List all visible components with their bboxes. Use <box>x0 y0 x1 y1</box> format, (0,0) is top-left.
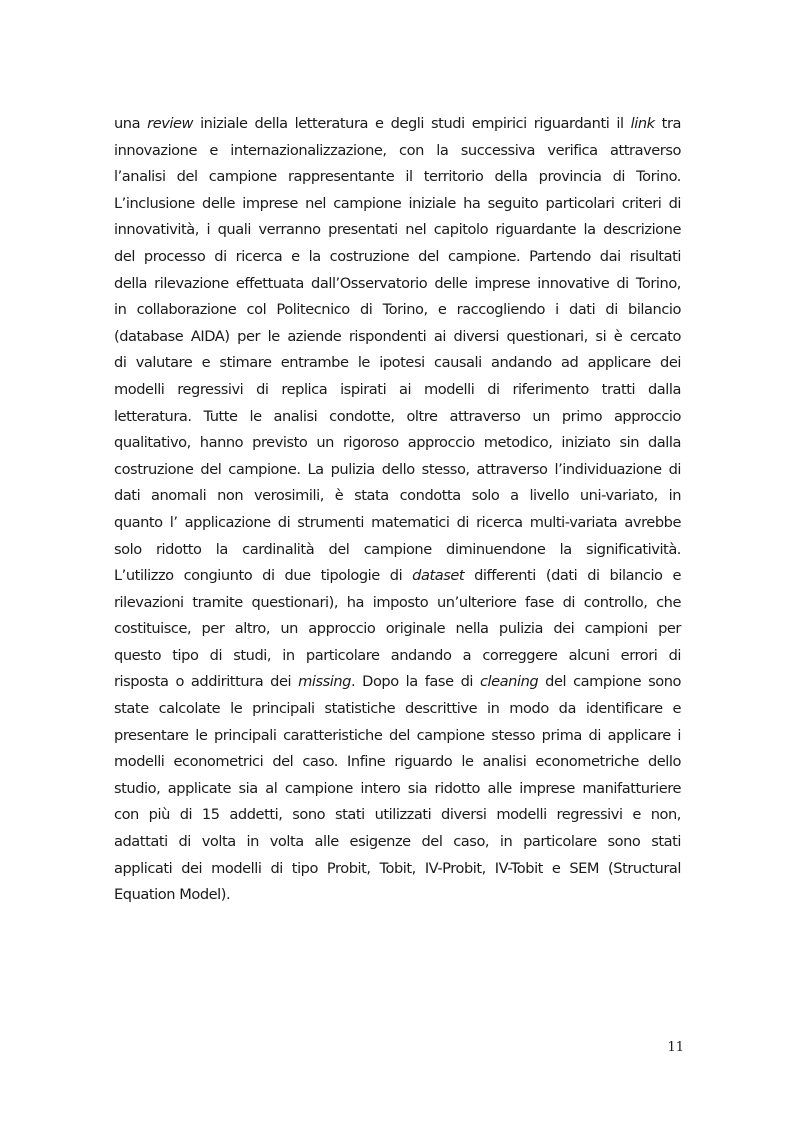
text-run: L’utilizzo congiunto di due tipologie di <box>114 567 413 585</box>
text-run: innovazione e internazionalizzazione, con la successiva verifica attraverso <box>114 141 681 159</box>
text-line <box>114 191 681 218</box>
text-line <box>114 563 681 590</box>
text-line <box>114 829 681 856</box>
text-line <box>114 430 681 457</box>
text-run: una <box>114 115 148 132</box>
text-run: questo tipo di studi, in particolare andando a correggere alcuni errori di <box>114 646 681 664</box>
text-run: studio, applicate sia al campione intero sia ridotto alle imprese manifatturiere <box>114 779 681 797</box>
text-run: del processo di ricerca e la costruzione del campione. Partendo dai risultati <box>114 247 681 265</box>
text-line <box>114 138 681 165</box>
text-run: adattati di volta in volta alle esigenze del caso, in particolare sono stati <box>114 833 681 851</box>
text-run: di valutare e stimare entrambe le ipotesi causali andando ad applicare dei <box>114 354 681 372</box>
text-run: (database AIDA) per le aziende rispondenti ai diversi questionari, si è cercato <box>114 327 681 345</box>
text-run: modelli econometrici del caso. Infine riguardo le analisi econometriche dello <box>114 753 681 771</box>
text-run: costituisce, per altro, un approccio originale nella pulizia dei campioni per <box>114 620 681 638</box>
text-run: solo ridotto la cardinalità del campione diminuendone la significatività. <box>114 540 681 558</box>
text-line <box>114 723 681 750</box>
text-run: qualitativo, hanno previsto un rigoroso approccio metodico, iniziato sin dalla <box>114 434 681 452</box>
text-line <box>114 164 681 191</box>
text-line <box>114 404 681 431</box>
text-line <box>114 537 681 564</box>
text-run: in collaborazione col Politecnico di Torino, e raccogliendo i dati di bilancio <box>114 301 681 319</box>
text-line <box>114 244 681 271</box>
text-run: rilevazioni tramite questionari), ha imposto un’ulteriore fase di controllo, che <box>114 593 681 611</box>
text-line <box>114 297 681 324</box>
text-line <box>114 749 681 776</box>
text-line <box>114 271 681 298</box>
text-line <box>114 882 681 909</box>
text-line <box>114 324 681 351</box>
italic-term: dataset <box>412 567 465 585</box>
italic-term: missing <box>298 673 351 691</box>
text-run: risposta o addirittura dei <box>114 673 299 691</box>
text-run: modelli regressivi di replica ispirati ai modelli di riferimento tratti dalla <box>114 380 681 398</box>
text-run: del campione sono <box>538 673 682 691</box>
text-run: tra <box>654 115 681 132</box>
italic-term: cleaning <box>479 673 539 691</box>
text-line <box>114 616 681 643</box>
text-line <box>114 377 681 404</box>
text-run: della rilevazione effettuata dall’Osservatorio delle imprese innovative di Torino, <box>114 274 681 292</box>
text-line <box>114 350 681 377</box>
text-run: presentare le principali caratteristiche del campione stesso prima di applicare i <box>114 726 681 744</box>
text-run: l’analisi del campione rappresentante il territorio della provincia di Torino. <box>114 168 681 186</box>
text-run: iniziale della letteratura e degli studi empirici riguardanti il <box>193 115 631 132</box>
text-line <box>114 856 681 883</box>
text-line <box>114 696 681 723</box>
text-line <box>114 457 681 484</box>
text-run: dati anomali non verosimili, è stata condotta solo a livello uni-variato, in <box>114 487 681 505</box>
text-run: . Dopo la fase di <box>351 673 480 691</box>
text-run: con più di 15 addetti, sono stati utilizzati diversi modelli regressivi e non, <box>114 806 681 824</box>
text-line <box>114 510 681 537</box>
text-line <box>114 217 681 244</box>
text-run: differenti (dati di bilancio e <box>464 567 682 585</box>
text-line <box>114 643 681 670</box>
italic-term: link <box>630 115 655 132</box>
text-run: quanto l’ applicazione di strumenti matematici di ricerca multi-variata avrebbe <box>114 513 681 531</box>
text-line <box>114 669 681 696</box>
text-run: applicati dei modelli di tipo Probit, Tobit, IV-Probit, IV-Tobit e SEM (Structural <box>114 859 681 877</box>
italic-term: review <box>147 115 194 132</box>
body-paragraph <box>114 111 681 909</box>
text-run: state calcolate le principali statistiche descrittive in modo da identificare e <box>114 700 681 718</box>
page-number: 11 <box>667 1040 684 1055</box>
text-run: letteratura. Tutte le analisi condotte, oltre attraverso un primo approccio <box>114 407 681 425</box>
text-line <box>114 483 681 510</box>
text-line <box>114 111 681 138</box>
text-run: Equation Model). <box>114 886 231 904</box>
text-run: L’inclusione delle imprese nel campione iniziale ha seguito particolari criteri di <box>114 194 681 212</box>
text-run: costruzione del campione. La pulizia dello stesso, attraverso l’individuazione di <box>114 460 681 478</box>
text-line <box>114 776 681 803</box>
text-line <box>114 590 681 617</box>
text-run: innovatività, i quali verranno presentati nel capitolo riguardante la descrizione <box>114 221 681 239</box>
text-line <box>114 802 681 829</box>
